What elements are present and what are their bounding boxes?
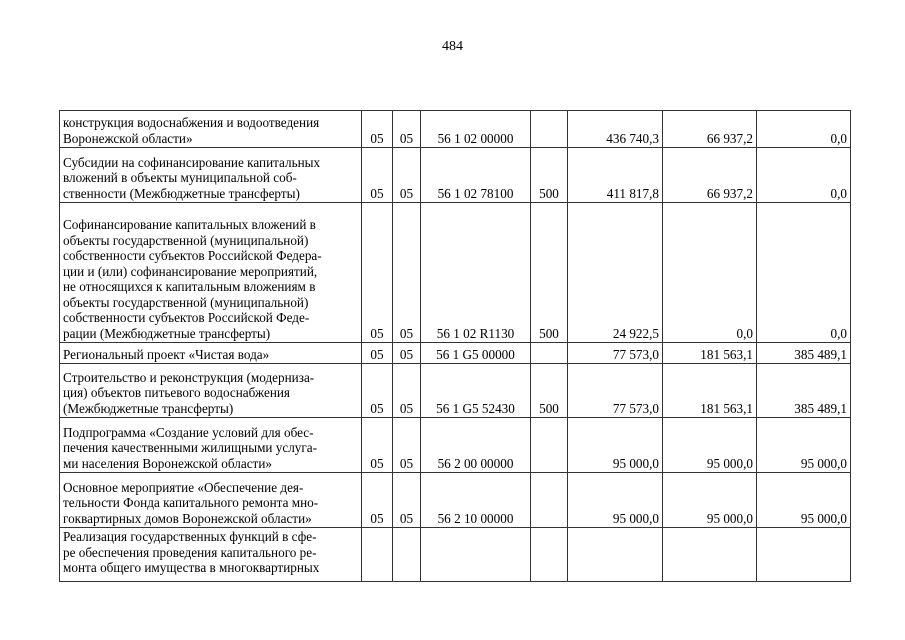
row-name: Строительство и реконструкция (модерниза- ция) объектов питьевого водоснабжения (Межбюджетные трансферты) [60, 364, 362, 418]
target-article-code: 56 1 02 R1130 [421, 203, 531, 343]
amount-year-3 [757, 528, 851, 582]
subsection-code: 05 [393, 148, 421, 203]
page-number: 484 [442, 39, 463, 54]
row-name: Основное мероприятие «Обеспечение дея- тельности Фонда капитального ремонта мно- гоквартирных домов Воронежской области» [60, 473, 362, 528]
amount-year-1: 24 922,5 [568, 203, 663, 343]
section-code: 05 [362, 343, 393, 364]
amount-year-2: 66 937,2 [663, 148, 757, 203]
target-article-code: 56 1 02 00000 [421, 111, 531, 148]
expense-type-code [531, 343, 568, 364]
amount-year-2: 95 000,0 [663, 473, 757, 528]
subsection-code: 05 [393, 203, 421, 343]
expense-type-code: 500 [531, 203, 568, 343]
section-code: 05 [362, 418, 393, 473]
subsection-code: 05 [393, 364, 421, 418]
subsection-code: 05 [393, 343, 421, 364]
section-code: 05 [362, 203, 393, 343]
amount-year-3: 95 000,0 [757, 473, 851, 528]
subsection-code: 05 [393, 473, 421, 528]
amount-year-1: 411 817,8 [568, 148, 663, 203]
amount-year-1 [568, 528, 663, 582]
amount-year-1: 95 000,0 [568, 473, 663, 528]
subsection-code: 05 [393, 418, 421, 473]
expense-type-code [531, 111, 568, 148]
amount-year-1: 436 740,3 [568, 111, 663, 148]
amount-year-3: 385 489,1 [757, 343, 851, 364]
amount-year-1: 77 573,0 [568, 343, 663, 364]
table-row [60, 203, 851, 343]
table-row [60, 418, 851, 473]
row-name: Субсидии на софинансирование капитальных вложений в объекты муниципальной соб- ственности (Межбюджетные трансферты) [60, 148, 362, 203]
amount-year-1: 95 000,0 [568, 418, 663, 473]
subsection-code [393, 528, 421, 582]
row-name: конструкция водоснабжения и водоотведения Воронежской области» [60, 111, 362, 148]
amount-year-2: 181 563,1 [663, 364, 757, 418]
amount-year-3: 0,0 [757, 148, 851, 203]
row-name: Подпрограмма «Создание условий для обес- печения качественными жилищными услуга- ми населения Воронежской области» [60, 418, 362, 473]
amount-year-2 [663, 528, 757, 582]
budget-table [59, 110, 851, 582]
expense-type-code: 500 [531, 364, 568, 418]
section-code: 05 [362, 364, 393, 418]
section-code [362, 528, 393, 582]
amount-year-2: 181 563,1 [663, 343, 757, 364]
target-article-code [421, 528, 531, 582]
amount-year-3: 95 000,0 [757, 418, 851, 473]
target-article-code: 56 1 G5 00000 [421, 343, 531, 364]
section-code: 05 [362, 148, 393, 203]
table-body [60, 111, 851, 582]
row-name: Софинансирование капитальных вложений в объекты государственной (муниципальной) собственности субъектов Российской Федера- ции и (или) софинансирование мероприятий, не относящихся к капитальным вложениям в объекты государственной (муниципальной) собственности субъектов Российской Феде- рации (Межбюджетные трансферты) [60, 203, 362, 343]
section-code: 05 [362, 473, 393, 528]
amount-year-3: 0,0 [757, 111, 851, 148]
table-row [60, 148, 851, 203]
target-article-code: 56 2 00 00000 [421, 418, 531, 473]
expense-type-code [531, 418, 568, 473]
amount-year-2: 66 937,2 [663, 111, 757, 148]
amount-year-3: 0,0 [757, 203, 851, 343]
amount-year-2: 0,0 [663, 203, 757, 343]
target-article-code: 56 2 10 00000 [421, 473, 531, 528]
subsection-code: 05 [393, 111, 421, 148]
row-name: Реализация государственных функций в сфе- ре обеспечения проведения капитального ре- монта общего имущества в многоквартирных [60, 528, 362, 582]
section-code: 05 [362, 111, 393, 148]
amount-year-2: 95 000,0 [663, 418, 757, 473]
table-row [60, 111, 851, 148]
table-row [60, 364, 851, 418]
amount-year-3: 385 489,1 [757, 364, 851, 418]
expense-type-code [531, 473, 568, 528]
table-row [60, 473, 851, 528]
table-row [60, 343, 851, 364]
target-article-code: 56 1 02 78100 [421, 148, 531, 203]
row-name: Региональный проект «Чистая вода» [60, 343, 362, 364]
expense-type-code [531, 528, 568, 582]
table-row [60, 528, 851, 582]
amount-year-1: 77 573,0 [568, 364, 663, 418]
target-article-code: 56 1 G5 52430 [421, 364, 531, 418]
expense-type-code: 500 [531, 148, 568, 203]
